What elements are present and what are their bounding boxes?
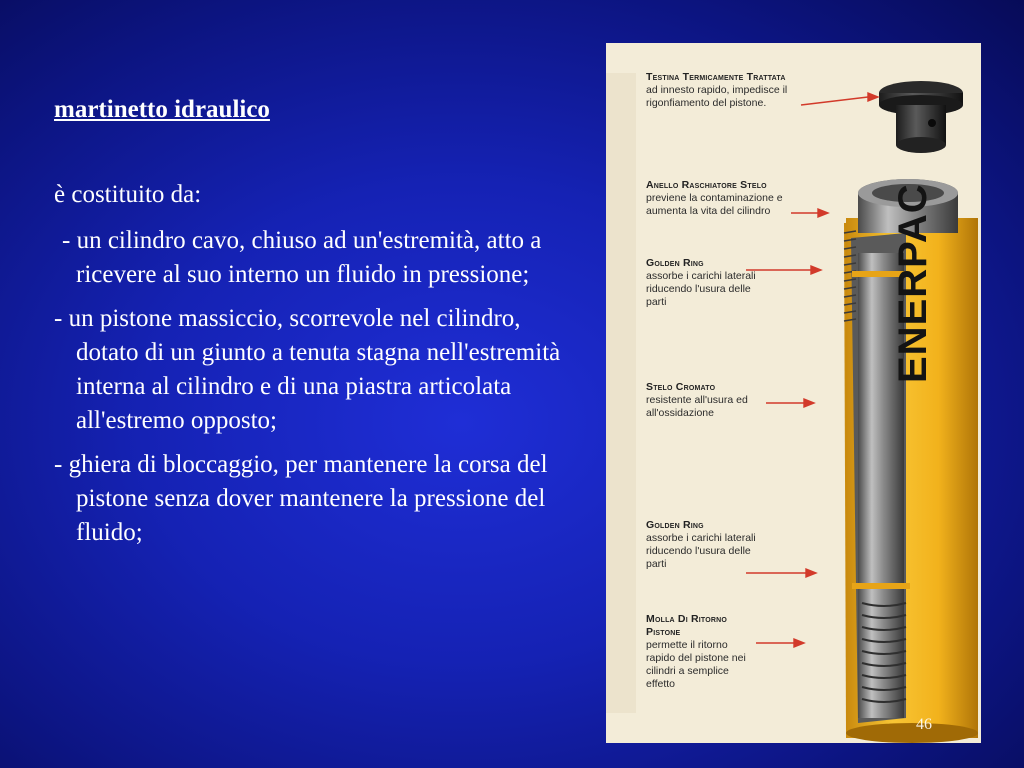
label-molla [646, 613, 756, 691]
slide-title: martinetto idraulico [54, 96, 270, 123]
list-item-cilindro: - un cilindro cavo, chiuso ad un'estremità, atto a ricevere al suo interno un fluido in pressione; [62, 227, 542, 288]
slide-body [54, 178, 579, 560]
label-stelo-text: resistente all'usura ed all'ossidazione [646, 394, 748, 419]
label-molla-head: Molla Di Ritorno Pistone [646, 613, 728, 638]
label-anello-head: Anello Raschiatore Stelo [646, 179, 767, 191]
label-stelo-head: Stelo Cromato [646, 381, 716, 393]
label-molla-text: permette il ritorno rapido del pistone nei cilindri a semplice effetto [646, 639, 746, 690]
list-item-pistone: - un pistone massiccio, scorrevole nel cilindro, dotato di un giunto a tenuta stagna nell'estremità interna al cilindro e di una piastra articolata all'estremo opposto; [54, 305, 561, 434]
list-item-ghiera: - ghiera di bloccaggio, per mantenere la corsa del pistone senza dover mantenere la pressione del fluido; [54, 451, 548, 546]
label-testina [646, 71, 816, 110]
cylinder-diagram [606, 43, 981, 743]
label-testina-head: Testina Termicamente Trattata [646, 71, 786, 83]
label-anello [646, 179, 786, 218]
page-number: 46 [916, 716, 932, 733]
label-golden-ring-top [646, 257, 766, 309]
label-testina-text: ad innesto rapido, impedisce il rigonfiamento del pistone. [646, 84, 788, 109]
brand-logo: ENERPAC [891, 183, 935, 383]
label-golden-ring-bottom-text: assorbe i carichi laterali riducendo l'usura delle parti [646, 532, 756, 570]
label-golden-ring-top-text: assorbe i carichi laterali riducendo l'usura delle parti [646, 270, 756, 308]
label-golden-ring-bottom [646, 519, 766, 571]
label-stelo [646, 381, 766, 420]
label-anello-text: previene la contaminazione e aumenta la vita del cilindro [646, 192, 783, 217]
label-golden-ring-top-head: Golden Ring [646, 257, 704, 269]
intro-text: è costituito da: [54, 181, 202, 208]
label-golden-ring-bottom-head: Golden Ring [646, 519, 704, 531]
